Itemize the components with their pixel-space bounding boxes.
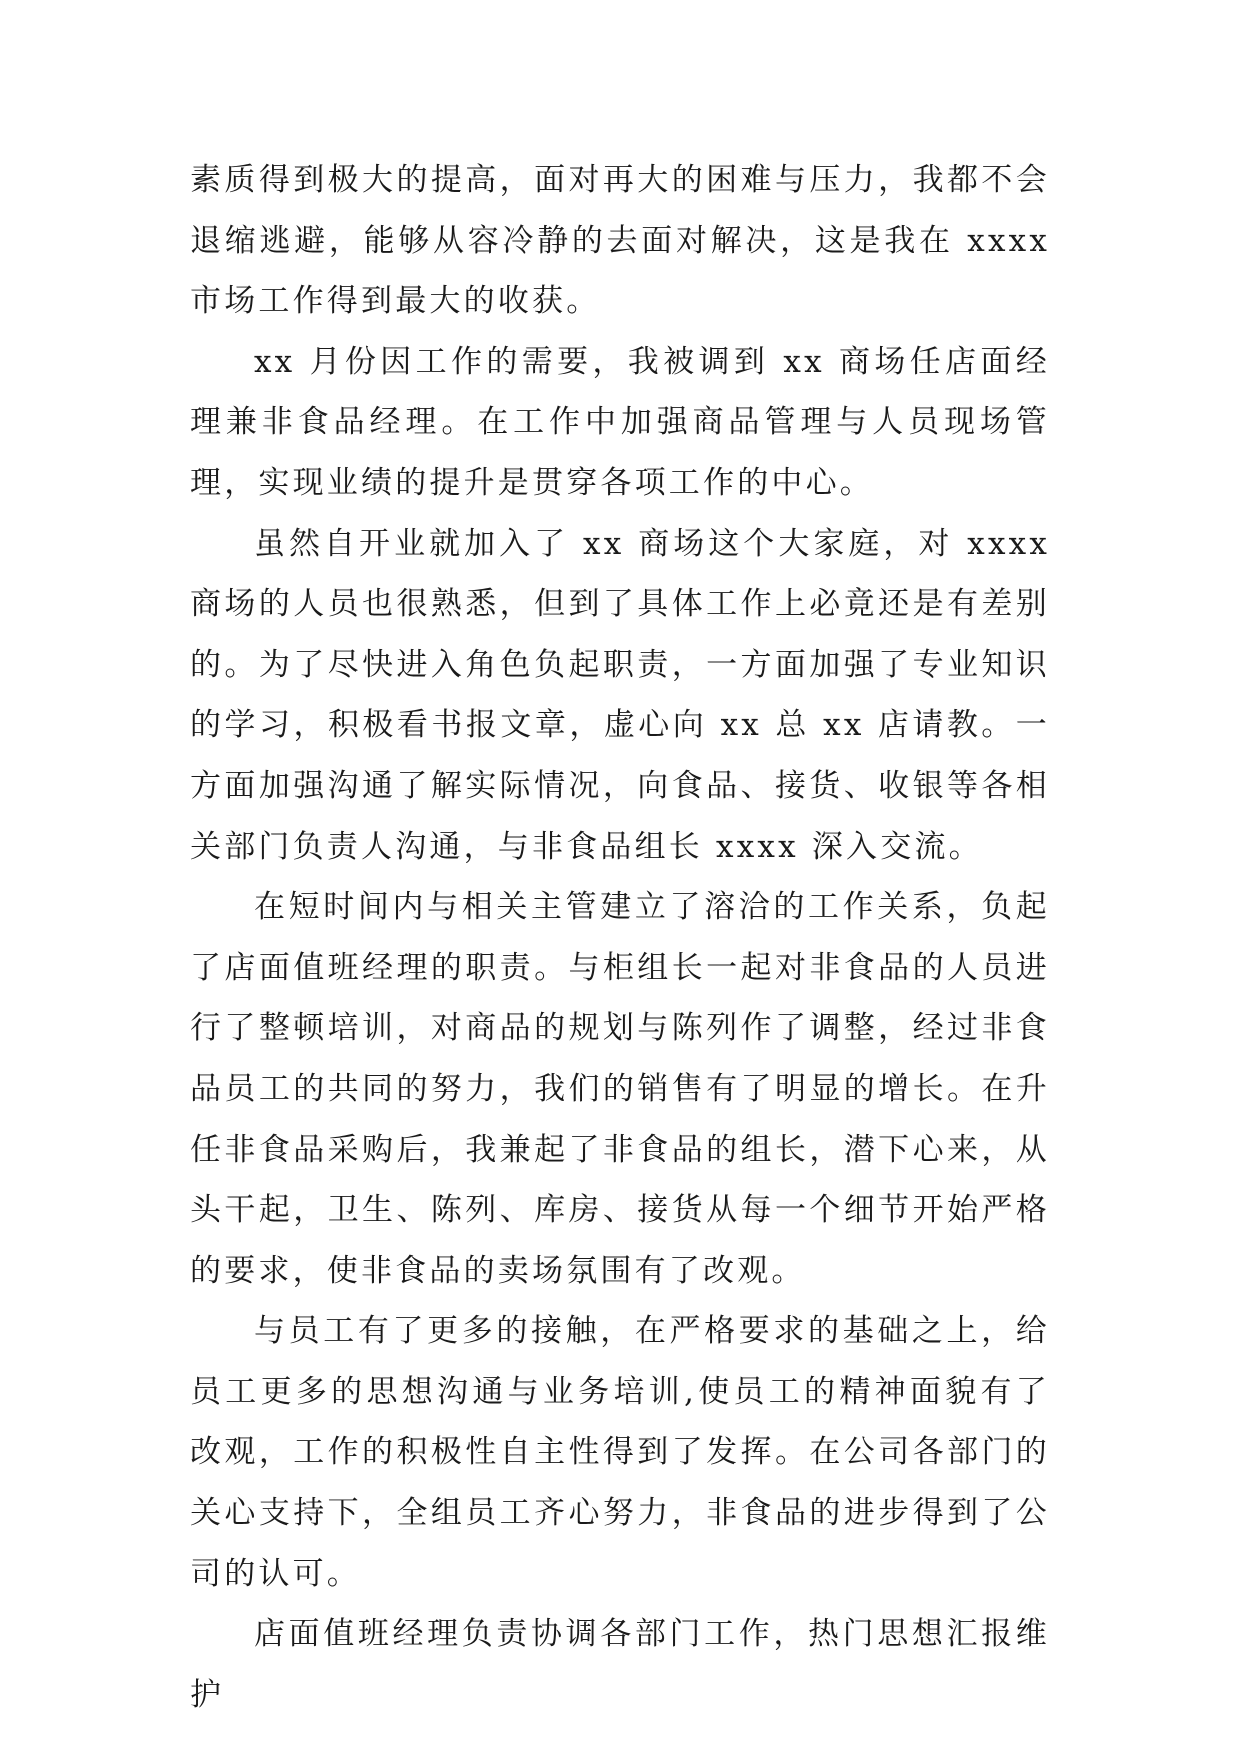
paragraph-6: 店面值班经理负责协调各部门工作，热门思想汇报维护	[190, 1616, 1050, 1713]
paragraph-2: xx 月份因工作的需要，我被调到 xx 商场任店面经理兼非食品经理。在工作中加强商品管理与人员现场管理，实现业绩的提升是贯穿各项工作的中心。	[190, 343, 1050, 501]
paragraph-1: 素质得到极大的提高，面对再大的困难与压力，我都不会退缩逃避，能够从容冷静的去面对解决，这是我在 xxxx 市场工作得到最大的收获。	[190, 162, 1050, 320]
paragraph-3: 虽然自开业就加入了 xx 商场这个大家庭，对 xxxx 商场的人员也很熟悉，但到了具体工作上必竟还是有差别的。为了尽快进入角色负起职责，一方面加强了专业知识的学习，积极看书报文章，虚心向 xx 总 xx 店请教。一方面加强沟通了解实际情况，向食品、接货、收银等各相关部门负责人沟通，与非食品组长 xxxx 深入交流。	[190, 525, 1050, 865]
document-body	[190, 150, 1050, 1725]
paragraph-5: 与员工有了更多的接触，在严格要求的基础之上，给员工更多的思想沟通与业务培训,使员工的精神面貌有了改观，工作的积极性自主性得到了发挥。在公司各部门的关心支持下，全组员工齐心努力，非食品的进步得到了公司的认可。	[190, 1313, 1050, 1592]
paragraph-4: 在短时间内与相关主管建立了溶洽的工作关系，负起了店面值班经理的职责。与柜组长一起对非食品的人员进行了整顿培训，对商品的规划与陈列作了调整，经过非食品员工的共同的努力，我们的销售有了明显的增长。在升任非食品采购后，我兼起了非食品的组长，潜下心来，从头干起，卫生、陈列、库房、接货从每一个细节开始严格的要求，使非食品的卖场氛围有了改观。	[190, 889, 1050, 1289]
